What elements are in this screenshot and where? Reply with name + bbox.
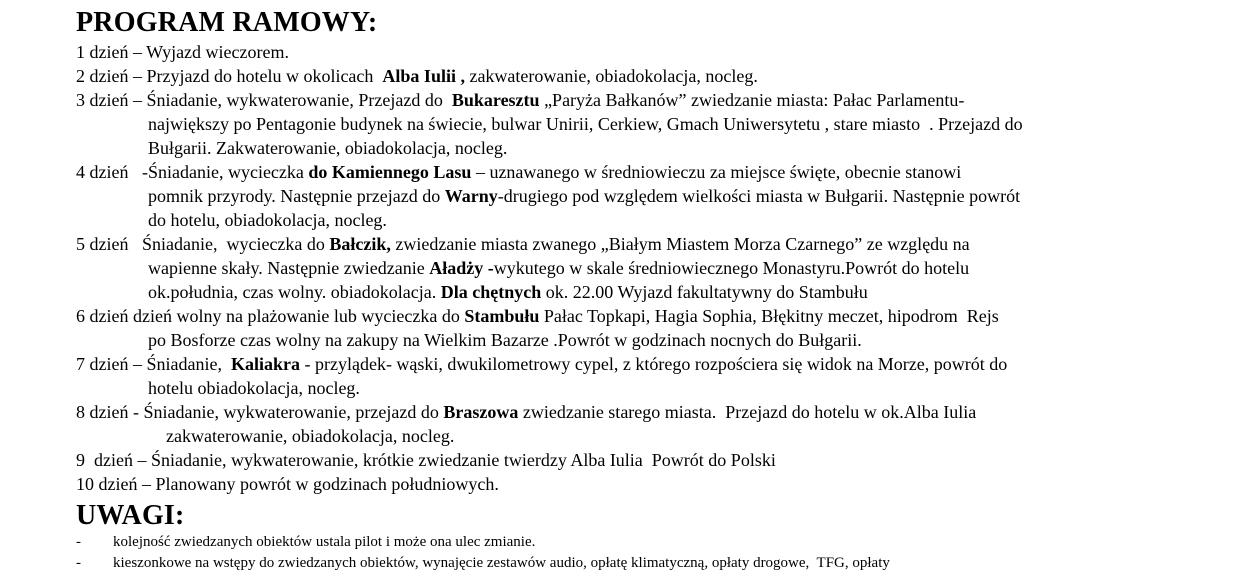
day-text: zakwaterowanie, obiadokolacja, nocleg. — [166, 426, 455, 446]
place-name: Bałczik, — [329, 234, 391, 254]
day-text: 7 dzień – Śniadanie, — [76, 354, 231, 374]
place-name: Bukaresztu — [451, 90, 540, 110]
day-text: wapienne skały. Następnie zwiedzanie — [148, 258, 430, 278]
day-line — [76, 352, 1196, 376]
day-text: hotelu obiadokolacja, nocleg. — [148, 378, 360, 398]
day-line — [76, 232, 1196, 256]
day-text: 1 dzień – Wyjazd wieczorem. — [76, 42, 289, 62]
day-line — [76, 184, 1196, 208]
day-line — [76, 256, 1196, 280]
bullet-dash: - — [76, 534, 81, 550]
bullet-dash: - — [76, 555, 81, 571]
day-text: „Paryża Bałkanów” zwiedzanie miasta: Pałac Parlamentu- — [539, 90, 965, 110]
day-1 — [76, 40, 1196, 64]
optional-label: Dla chętnych — [440, 282, 542, 302]
place-name: Braszowa — [443, 402, 519, 422]
day-2 — [76, 64, 1196, 88]
day-6 — [76, 304, 1196, 352]
day-line — [76, 208, 1196, 232]
day-line — [76, 64, 1196, 88]
day-9 — [76, 448, 1196, 472]
day-text: pomnik przyrody. Następnie przejazd do — [148, 186, 445, 206]
day-text: Bułgarii. Zakwaterowanie, obiadokolacja, nocleg. — [148, 138, 508, 158]
day-line — [76, 136, 1196, 160]
day-text: 6 dzień dzień wolny na plażowanie lub wycieczka do — [76, 306, 465, 326]
day-line — [76, 88, 1196, 112]
place-name: Aładży - — [429, 258, 494, 278]
day-line — [76, 448, 1196, 472]
day-line — [76, 160, 1196, 184]
day-10 — [76, 472, 1196, 496]
note-text: kieszonkowe na wstępy do zwiedzanych obiektów, wynajęcie zestawów audio, opłatę klimatyczną, opłaty drogowe, TFG, opłaty — [113, 555, 890, 571]
place-name: Alba Iulii , — [382, 66, 465, 86]
day-text: 9 dzień – Śniadanie, wykwaterowanie, krótkie zwiedzanie twierdzy Alba Iulia Powrót do Polski — [76, 450, 776, 470]
note-text: kolejność zwiedzanych obiektów ustala pilot i może ona ulec zmianie. — [113, 534, 536, 550]
day-text: 10 dzień – Planowany powrót w godzinach południowych. — [76, 474, 499, 494]
day-text: -drugiego pod względem wielkości miasta w Bułgarii. Następnie powrót — [497, 186, 1021, 206]
day-text: 2 dzień – Przyjazd do hotelu w okolicach — [76, 66, 383, 86]
place-name: Warny — [444, 186, 498, 206]
day-line — [76, 304, 1196, 328]
day-line — [76, 280, 1196, 304]
day-text: wykutego w skale średniowiecznego Monastyru.Powrót do hotelu — [493, 258, 970, 278]
day-5 — [76, 232, 1196, 304]
day-text: - przylądek- wąski, dwukilometrowy cypel, z którego rozpościera się widok na Morze, powrót do — [299, 354, 1008, 374]
day-text: 5 dzień Śniadanie, wycieczka do — [76, 234, 330, 254]
day-line — [76, 424, 1196, 448]
day-text: zakwaterowanie, obiadokolacja, nocleg. — [464, 66, 758, 86]
day-text: 8 dzień - Śniadanie, wykwaterowanie, przejazd do — [76, 402, 444, 422]
place-name: do Kamiennego Lasu — [308, 162, 472, 182]
note-item — [76, 532, 1196, 553]
day-text: do hotelu, obiadokolacja, nocleg. — [148, 210, 387, 230]
day-line — [76, 376, 1196, 400]
day-7 — [76, 352, 1196, 400]
note-item — [76, 553, 1196, 574]
day-text: największy po Pentagonie budynek na świecie, bulwar Unirii, Cerkiew, Gmach Uniwersytetu , stare miasto . Przejazd do — [148, 114, 1023, 134]
place-name: Kaliakra — [230, 354, 300, 374]
day-text: 4 dzień -Śniadanie, wycieczka — [76, 162, 309, 182]
day-3 — [76, 88, 1196, 160]
day-text: zwiedzanie starego miasta. Przejazd do hotelu w ok.Alba Iulia — [518, 402, 977, 422]
day-line — [76, 472, 1196, 496]
day-4 — [76, 160, 1196, 232]
day-line — [76, 400, 1196, 424]
day-text: 3 dzień – Śniadanie, wykwaterowanie, Przejazd do — [76, 90, 452, 110]
day-text: ok.południa, czas wolny. obiadokolacja. — [148, 282, 441, 302]
day-text: zwiedzanie miasta zwanego „Białym Miastem Morza Czarnego” ze względu na — [390, 234, 970, 254]
place-name: Stambułu — [464, 306, 540, 326]
day-line — [76, 112, 1196, 136]
page-title: PROGRAM RAMOWY: — [76, 7, 378, 38]
day-text: Pałac Topkapi, Hagia Sophia, Błękitny meczet, hipodrom Rejs — [539, 306, 999, 326]
notes-title: UWAGI: — [76, 500, 185, 531]
day-line — [76, 40, 1196, 64]
day-8 — [76, 400, 1196, 448]
day-line — [76, 328, 1196, 352]
day-text: ok. 22.00 Wyjazd fakultatywny do Stambułu — [541, 282, 868, 302]
day-text: po Bosforze czas wolny na zakupy na Wielkim Bazarze .Powrót w godzinach nocnych do Bułgarii. — [148, 330, 862, 350]
day-text: – uznawanego w średniowieczu za miejsce święte, obecnie stanowi — [471, 162, 962, 182]
document-page — [76, 6, 1196, 574]
